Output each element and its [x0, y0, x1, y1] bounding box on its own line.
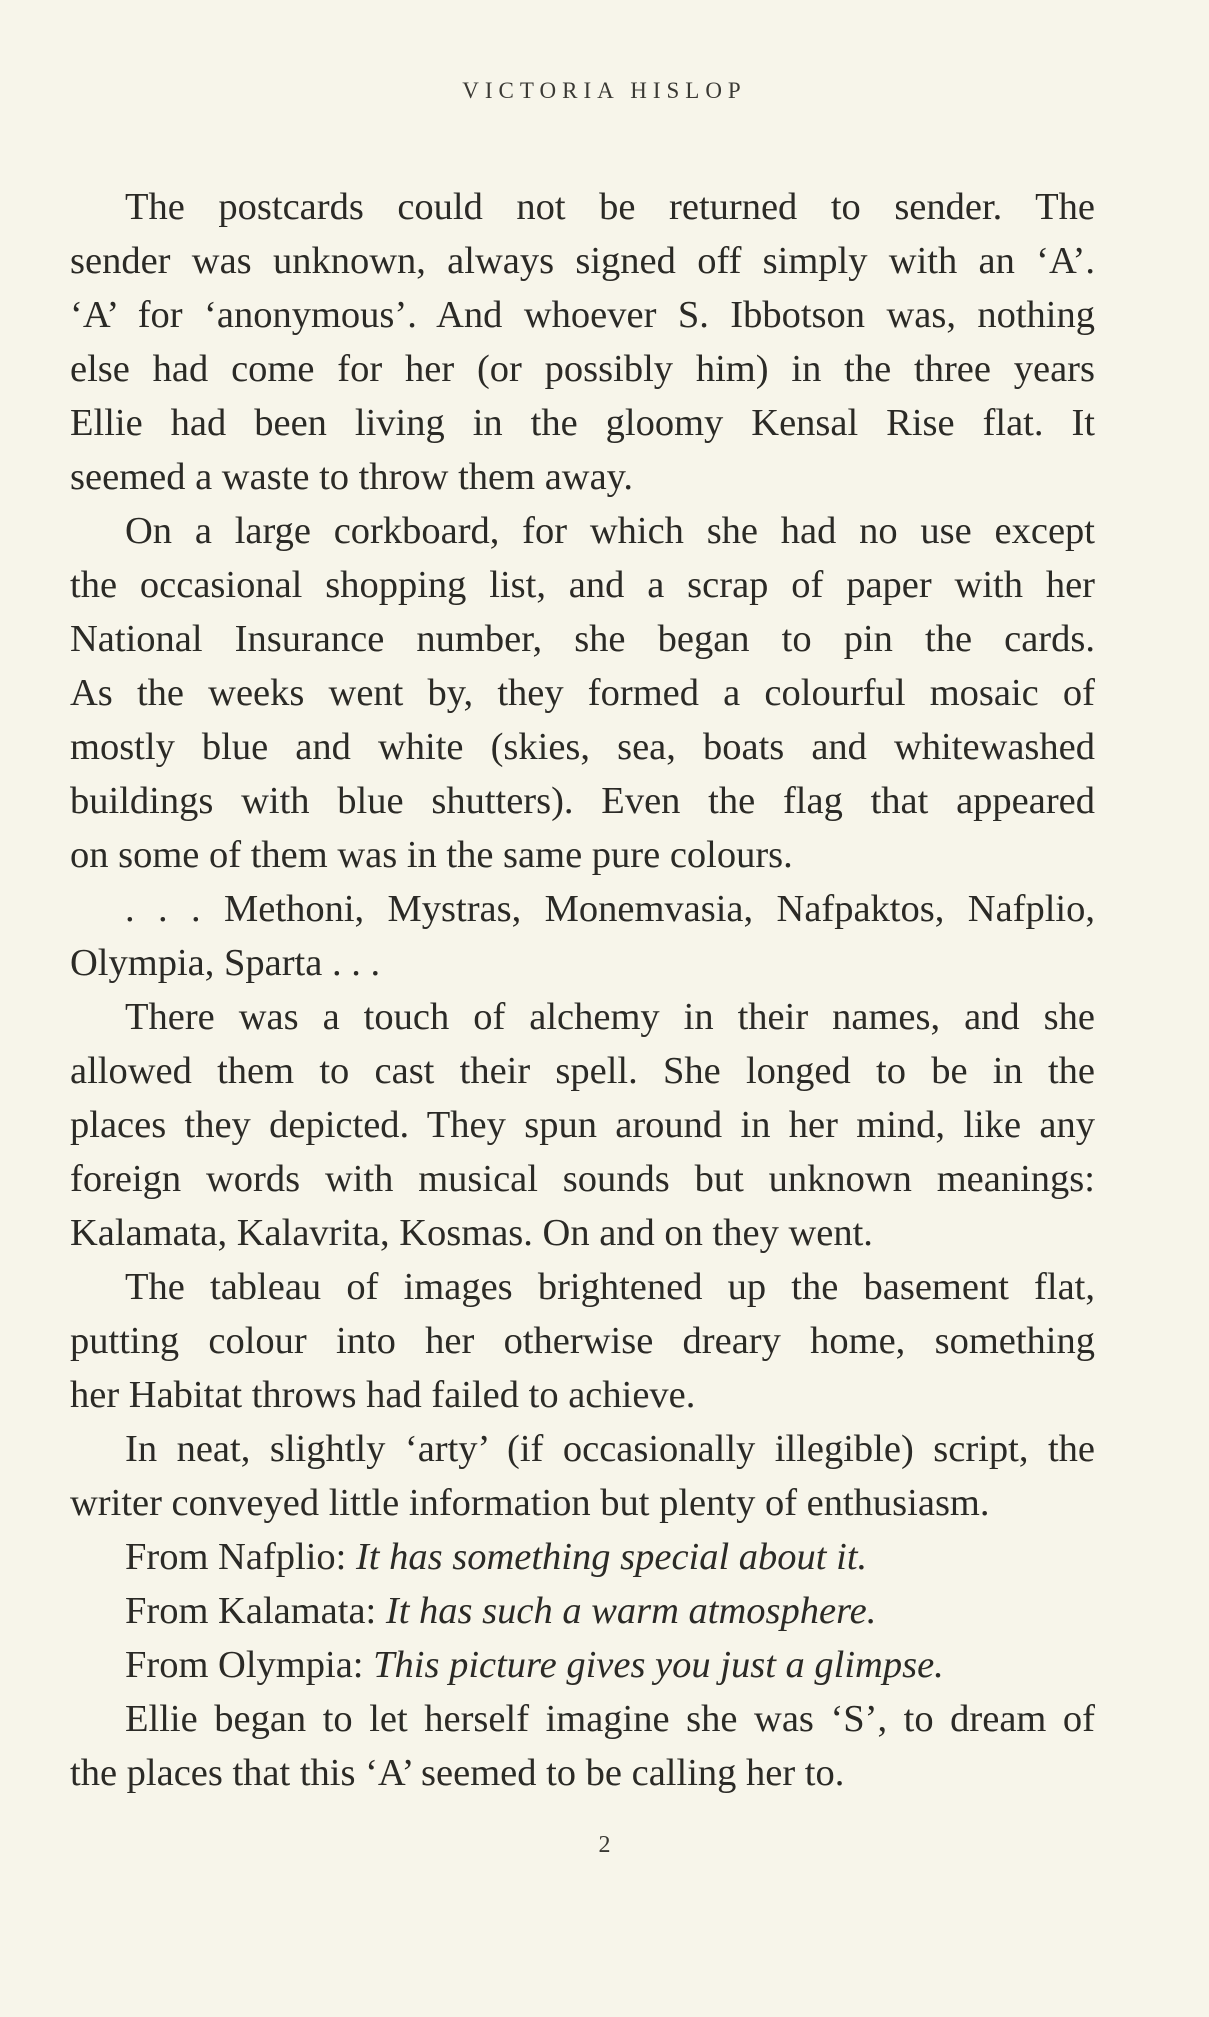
- text-line: else had come for her (or possibly him) in the three years: [70, 348, 1095, 390]
- text-line: The postcards could not be returned to sender. The: [125, 186, 1095, 228]
- page-number: 2: [598, 1832, 611, 1858]
- text-line: foreign words with musical sounds but unknown meanings:: [70, 1158, 1095, 1200]
- text-line: In neat, slightly ‘arty’ (if occasionally illegible) script, the: [125, 1428, 1095, 1470]
- text-line: There was a touch of alchemy in their names, and she: [125, 996, 1095, 1038]
- quote-source: From Kalamata:: [125, 1590, 386, 1632]
- postcard-quote: [70, 1530, 1095, 1584]
- text-line: On a large corkboard, for which she had no use except: [125, 510, 1095, 552]
- text-line: As the weeks went by, they formed a colourful mosaic of: [70, 672, 1095, 714]
- text-line: her Habitat throws had failed to achieve.: [70, 1374, 696, 1416]
- quote-text: It has something special about it.: [355, 1536, 868, 1578]
- text-line: ‘A’ for ‘anonymous’. And whoever S. Ibbotson was, nothing: [70, 294, 1095, 336]
- running-head: VICTORIA HISLOP: [462, 78, 747, 103]
- quote-text: This picture gives you just a glimpse.: [373, 1644, 944, 1686]
- text-line: Ellie began to let herself imagine she was ‘S’, to dream of: [125, 1698, 1095, 1740]
- text-line: places they depicted. They spun around in her mind, like any: [70, 1104, 1095, 1146]
- text-line: Ellie had been living in the gloomy Kensal Rise flat. It: [70, 402, 1095, 444]
- text-line: The tableau of images brightened up the basement flat,: [125, 1266, 1095, 1308]
- text-line: sender was unknown, always signed off simply with an ‘A’.: [70, 240, 1095, 282]
- text-line: on some of them was in the same pure colours.: [70, 834, 793, 876]
- text-line: allowed them to cast their spell. She longed to be in the: [70, 1050, 1095, 1092]
- text-line: mostly blue and white (skies, sea, boats and whitewashed: [70, 726, 1095, 768]
- text-line: putting colour into her otherwise dreary home, something: [70, 1320, 1095, 1362]
- quote-source: From Olympia:: [125, 1644, 374, 1686]
- postcard-quote: [70, 1638, 1095, 1692]
- text-line: the places that this ‘A’ seemed to be calling her to.: [70, 1752, 845, 1794]
- text-line: the occasional shopping list, and a scrap of paper with her: [70, 564, 1095, 606]
- text-line: Kalamata, Kalavrita, Kosmas. On and on they went.: [70, 1212, 873, 1254]
- body-text: [70, 180, 1095, 1800]
- text-line: Olympia, Sparta . . .: [70, 942, 381, 984]
- text-line: National Insurance number, she began to pin the cards.: [70, 618, 1095, 660]
- text-line: writer conveyed little information but plenty of enthusiasm.: [70, 1482, 990, 1524]
- text-line: . . . Methoni, Mystras, Monemvasia, Nafpaktos, Nafplio,: [125, 888, 1095, 930]
- text-line: buildings with blue shutters). Even the flag that appeared: [70, 780, 1095, 822]
- quote-text: It has such a warm atmosphere.: [385, 1590, 877, 1632]
- text-line: seemed a waste to throw them away.: [70, 456, 634, 498]
- postcard-quote: [70, 1584, 1095, 1638]
- quote-source: From Nafplio:: [125, 1536, 356, 1578]
